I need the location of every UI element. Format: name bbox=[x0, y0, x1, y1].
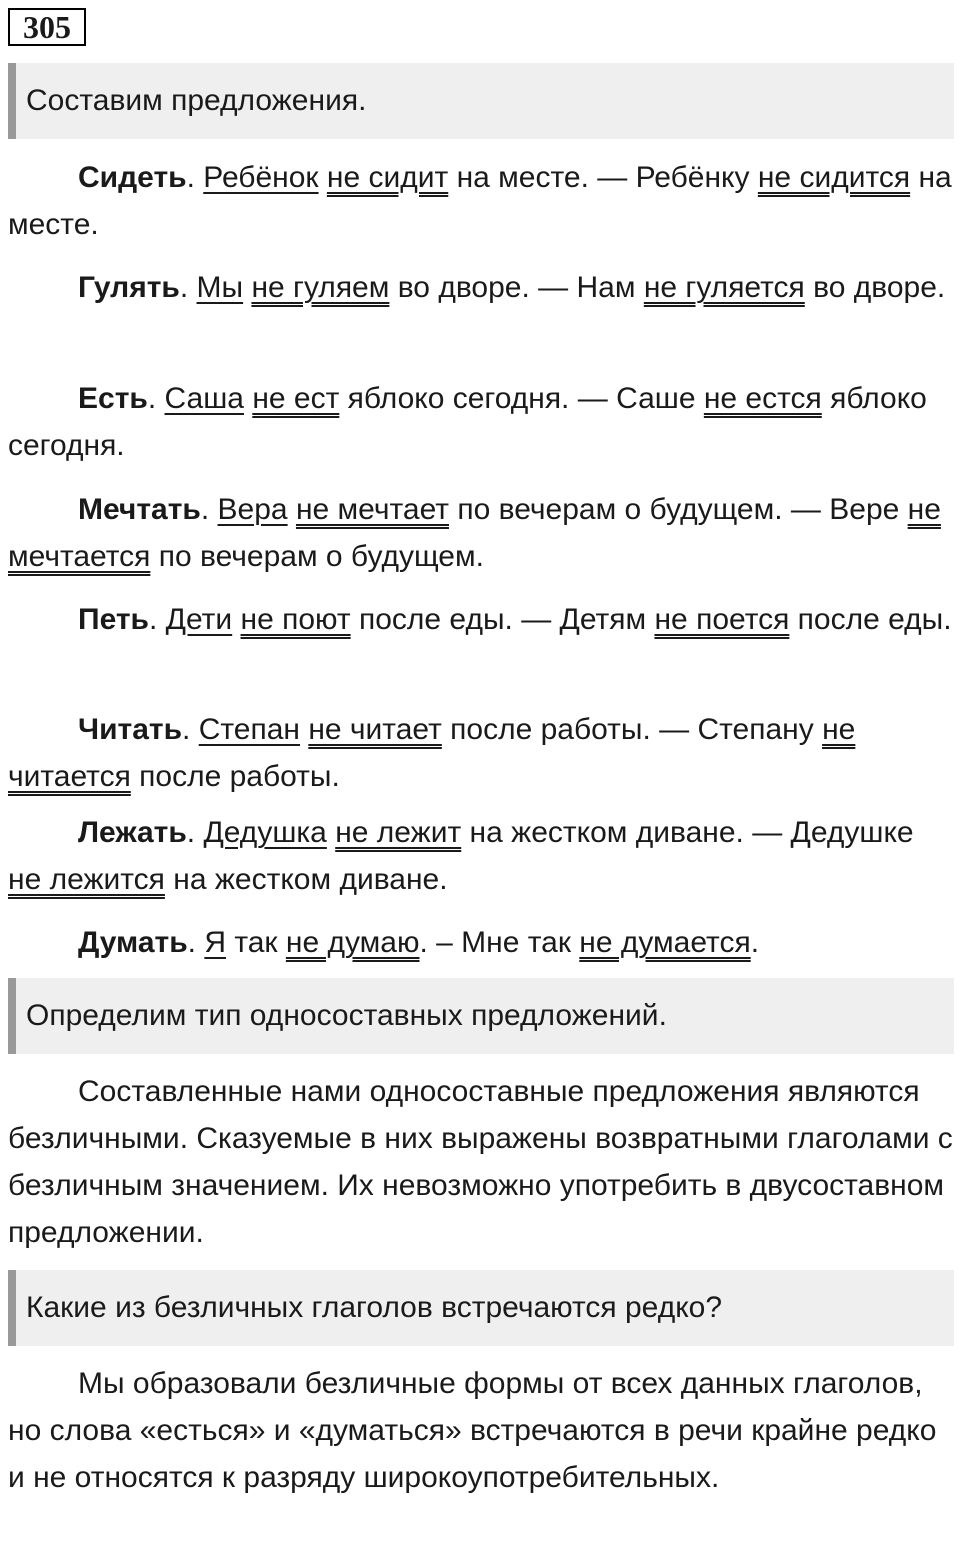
sentence-text: на месте. bbox=[8, 161, 952, 241]
sentence-item: Думать. Я так не думаю. – Мне так не думается. bbox=[78, 926, 760, 959]
predicate: не мечтает bbox=[295, 493, 449, 526]
sentence-text: на жестком диване. bbox=[164, 863, 448, 896]
paragraph-text: Мы образовали безличные формы от всех данных глаголов, но слова «есться» и «думаться» встречаются в речи крайне редко и не относятся к разряду широкоупотребительных. bbox=[8, 1367, 937, 1494]
sentence-text: на месте. — Ребёнку bbox=[448, 161, 758, 194]
verb-label: Читать bbox=[78, 713, 183, 746]
subject: Дети bbox=[165, 603, 233, 636]
sentence-item: Читать. Степан не читает после работы. — Степану не читается после работы. bbox=[8, 713, 856, 793]
subject: Мы bbox=[196, 271, 244, 304]
predicate: не лежит bbox=[335, 816, 462, 849]
sentence-text: по вечерам о будущем. bbox=[150, 540, 484, 573]
sentence-text: по вечерам о будущем. — Вере bbox=[449, 493, 908, 526]
verb-label: Лежать bbox=[78, 816, 187, 849]
predicate: не мечтается bbox=[8, 493, 941, 573]
predicate: не думаю bbox=[285, 926, 420, 959]
sentence-item: Есть. Саша не ест яблоко сегодня. — Саше не естся яблоко сегодня. bbox=[8, 382, 927, 462]
predicate: не гуляется bbox=[643, 271, 805, 304]
subject: Степан bbox=[198, 713, 300, 746]
predicate: не читает bbox=[308, 713, 442, 746]
paragraph-explanation bbox=[8, 1068, 954, 1256]
section-heading-type: Определим тип односоставных предложений. bbox=[8, 978, 954, 1054]
sentence-text: на жестком диване. — Дедушке bbox=[461, 816, 914, 849]
paragraph-text: Составленные нами односоставные предложения являются безличными. Сказуемые в них выражены возвратными глаголами с безличным значением. Их невозможно употребить в двусоставном предложении. bbox=[8, 1075, 953, 1249]
subject: Дедушка bbox=[203, 816, 327, 849]
sentence-text: после работы. — Степану bbox=[441, 713, 823, 746]
predicate: не думается bbox=[579, 926, 751, 959]
sentence-text: яблоко сегодня. bbox=[8, 382, 927, 462]
sentence-text: после еды. bbox=[789, 603, 952, 636]
sentence-item: Мечтать. Вера не мечтает по вечерам о будущем. — Вере не мечтается по вечерам о будущем. bbox=[8, 493, 941, 573]
verb-label: Гулять bbox=[78, 271, 180, 304]
predicate: не ест bbox=[252, 382, 340, 415]
sentence-text: во дворе. — Нам bbox=[389, 271, 644, 304]
predicate: не гуляем bbox=[251, 271, 390, 304]
predicate: не читается bbox=[8, 713, 856, 793]
sentence-text: яблоко сегодня. — Саше bbox=[339, 382, 704, 415]
verb-label: Сидеть bbox=[78, 161, 187, 194]
subject: Я bbox=[204, 926, 226, 959]
verb-label: Есть bbox=[78, 382, 148, 415]
sentence-item: Лежать. Дедушка не лежит на жестком диване. — Дедушке не лежится на жестком диване. bbox=[8, 816, 914, 896]
verb-label: Петь bbox=[78, 603, 149, 636]
predicate: не сидит bbox=[326, 161, 449, 194]
sentence-text: после еды. — Детям bbox=[350, 603, 655, 636]
sentence-item: Петь. Дети не поют после еды. — Детям не поется после еды. bbox=[78, 603, 952, 636]
sentence-item: Сидеть. Ребёнок не сидит на месте. — Ребёнку не сидится на месте. bbox=[8, 161, 952, 241]
predicate: не поется bbox=[654, 603, 790, 636]
predicate: не лежится bbox=[8, 863, 165, 896]
sentence-item: Гулять. Мы не гуляем во дворе. — Нам не гуляется во дворе. bbox=[78, 271, 946, 304]
verb-label: Мечтать bbox=[78, 493, 201, 526]
sentence-text: так bbox=[226, 926, 286, 959]
sentence-text: после работы. bbox=[130, 760, 340, 793]
sentence-text: . bbox=[750, 926, 760, 959]
subject: Саша bbox=[164, 382, 244, 415]
sentence-text: . – Мне так bbox=[419, 926, 580, 959]
verb-label: Думать bbox=[78, 926, 188, 959]
paragraph-conclusion bbox=[8, 1360, 954, 1501]
subject: Вера bbox=[217, 493, 288, 526]
predicate: не поют bbox=[240, 603, 351, 636]
subject: Ребёнок bbox=[203, 161, 319, 194]
sentence-text: во дворе. bbox=[804, 271, 946, 304]
exercise-number: 305 bbox=[8, 8, 86, 46]
predicate: не естся bbox=[703, 382, 822, 415]
section-heading-compose: Составим предложения. bbox=[8, 63, 954, 139]
predicate: не сидится bbox=[757, 161, 911, 194]
section-heading-rare: Какие из безличных глаголов встречаются редко? bbox=[8, 1270, 954, 1346]
